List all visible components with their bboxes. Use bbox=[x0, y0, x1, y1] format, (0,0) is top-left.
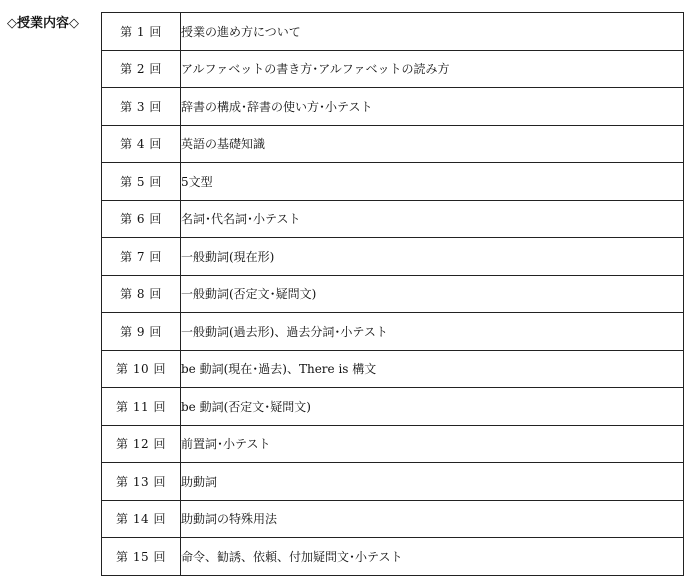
session-number: 第 2 回 bbox=[102, 50, 181, 88]
session-number: 第 15 回 bbox=[102, 538, 181, 576]
session-topic: be 動詞(否定文･疑問文) bbox=[181, 388, 684, 426]
session-topic: 一般動詞(否定文･疑問文) bbox=[181, 275, 684, 313]
session-number: 第 5 回 bbox=[102, 163, 181, 201]
table-row bbox=[102, 425, 684, 463]
session-number: 第 11 回 bbox=[102, 388, 181, 426]
session-number: 第 7 回 bbox=[102, 238, 181, 276]
session-topic: 命令、勧誘、依頼、付加疑問文･小テスト bbox=[181, 538, 684, 576]
session-number: 第 10 回 bbox=[102, 350, 181, 388]
session-topic: 5文型 bbox=[181, 163, 684, 201]
table-row bbox=[102, 13, 684, 51]
table-row bbox=[102, 350, 684, 388]
table-row bbox=[102, 238, 684, 276]
session-number: 第 6 回 bbox=[102, 200, 181, 238]
course-schedule-table bbox=[101, 12, 684, 576]
table-row bbox=[102, 163, 684, 201]
table-row bbox=[102, 500, 684, 538]
session-number: 第 12 回 bbox=[102, 425, 181, 463]
session-topic: 助動詞の特殊用法 bbox=[181, 500, 684, 538]
section-heading: ◇授業内容◇ bbox=[7, 16, 79, 31]
session-topic: 一般動詞(現在形) bbox=[181, 238, 684, 276]
table-row bbox=[102, 50, 684, 88]
session-topic: be 動詞(現在･過去)、There is 構文 bbox=[181, 350, 684, 388]
schedule-body bbox=[102, 13, 684, 576]
table-row bbox=[102, 388, 684, 426]
session-number: 第 13 回 bbox=[102, 463, 181, 501]
session-number: 第 3 回 bbox=[102, 88, 181, 126]
session-number: 第 9 回 bbox=[102, 313, 181, 351]
session-number: 第 14 回 bbox=[102, 500, 181, 538]
table-row bbox=[102, 313, 684, 351]
table-row bbox=[102, 275, 684, 313]
session-number: 第 8 回 bbox=[102, 275, 181, 313]
session-topic: 英語の基礎知識 bbox=[181, 125, 684, 163]
table-row bbox=[102, 88, 684, 126]
session-number: 第 1 回 bbox=[102, 13, 181, 51]
session-topic: 一般動詞(過去形)、過去分詞･小テスト bbox=[181, 313, 684, 351]
session-topic: 辞書の構成･辞書の使い方･小テスト bbox=[181, 88, 684, 126]
session-topic: 助動詞 bbox=[181, 463, 684, 501]
table-row bbox=[102, 200, 684, 238]
session-topic: アルファベットの書き方･アルファベットの読み方 bbox=[181, 50, 684, 88]
table-row bbox=[102, 463, 684, 501]
table-row bbox=[102, 125, 684, 163]
session-topic: 名詞･代名詞･小テスト bbox=[181, 200, 684, 238]
table-row bbox=[102, 538, 684, 576]
session-topic: 授業の進め方について bbox=[181, 13, 684, 51]
session-number: 第 4 回 bbox=[102, 125, 181, 163]
session-topic: 前置詞･小テスト bbox=[181, 425, 684, 463]
